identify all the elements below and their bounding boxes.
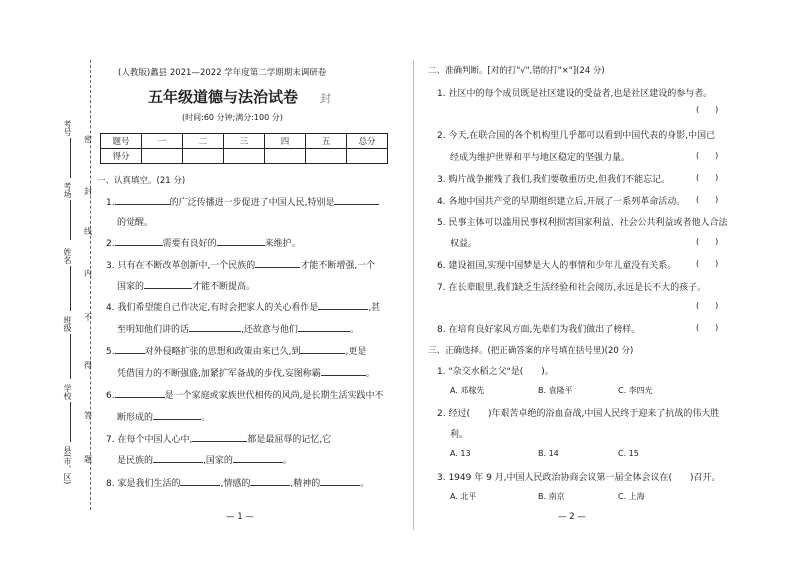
blank[interactable] [144, 279, 192, 289]
stamp-mark: 封 [320, 92, 331, 105]
judge-2-cont: 经成为维护世界和平与地区稳定的坚强力量。 [450, 153, 631, 163]
seal-char-7: 答 [84, 411, 92, 420]
judge-8: 8. 在培育良好家风方面,先辈们为我们做出了榜样。 [437, 325, 641, 335]
blank[interactable] [115, 388, 165, 398]
q4-text-2: ,甚 [368, 303, 381, 313]
score-value-row [101, 149, 388, 164]
q7-text: 7. 在每个中国人心中, [106, 435, 193, 445]
score-row-label: 得分 [101, 149, 142, 164]
q8-text-4: 。 [360, 479, 370, 489]
score-cell[interactable] [306, 149, 347, 164]
kaochang-label: 考场 [63, 182, 72, 198]
blank[interactable] [321, 366, 366, 376]
xingming-line [70, 266, 71, 311]
blank[interactable] [318, 300, 368, 310]
judge-7-answer[interactable]: ( ) [696, 301, 719, 310]
score-header-cell: 五 [306, 134, 347, 149]
score-cell[interactable] [265, 149, 306, 164]
q4-text: 4. 我们希望能自己作决定,有时会把家人的关心看作是 [106, 303, 319, 313]
blank[interactable] [217, 236, 265, 246]
q3-text: 3. 只有在不断改革创新中,一个民族的 [106, 261, 256, 271]
blank[interactable] [192, 432, 247, 442]
blank[interactable] [255, 258, 300, 268]
blank[interactable] [320, 476, 360, 486]
xuexiao-label: 学校 [63, 384, 72, 400]
score-header-row [101, 134, 388, 149]
q6-text-3: 。 [201, 413, 211, 423]
seal-char-2: 封 [84, 187, 92, 196]
judge-7: 7. 在长辈眼里,我们缺乏生活经验和社会阅历,永远是长不大的孩子。 [437, 283, 707, 293]
question-4 [106, 300, 380, 313]
question-3 [106, 258, 375, 271]
banji-line [70, 334, 71, 379]
question-5 [106, 344, 366, 357]
score-header-cell: 四 [265, 134, 306, 149]
blank[interactable] [250, 476, 290, 486]
q5-text-3: 凭借国力的不断强盛,加紧扩军备战的步伐,妄图称霸 [117, 369, 321, 379]
q1-num: 1. [106, 198, 115, 208]
q1-text: 的广泛传播进一步促进了中国人民,特别是 [169, 198, 335, 208]
judge-1-answer[interactable]: ( ) [696, 105, 719, 114]
section3-heading: 三、正确选择。(把正确答案的序号填在括号里)(20 分) [428, 346, 634, 356]
question-1 [106, 195, 379, 208]
xuexiao-line [70, 402, 71, 442]
q5-text: 对外侵略扩张的思想和政策由来已久,到 [144, 347, 301, 357]
choice-1-option-c[interactable]: C. 李四光 [618, 386, 653, 395]
question-6 [106, 388, 383, 401]
seal-char-3: 线 [84, 227, 92, 236]
choice-1-option-b[interactable]: B. 袁隆平 [538, 386, 573, 395]
q6-cont [117, 410, 210, 423]
q7-text-3: 是民族的 [117, 456, 154, 466]
seal-char-4: 内 [84, 269, 92, 278]
score-cell[interactable] [142, 149, 183, 164]
q6-num: 6. [106, 391, 115, 401]
q6-text: 是一个家庭或家族世代相传的风尚,是长期生活实践中不 [164, 391, 384, 401]
question-7 [106, 432, 331, 445]
blank[interactable] [153, 453, 203, 463]
q4-text-3: 至明知他们讲的话 [117, 325, 190, 335]
blank[interactable] [115, 195, 170, 205]
judge-5-answer[interactable]: ( ) [696, 237, 719, 246]
score-header-cell: 二 [183, 134, 224, 149]
q8-text: 8. 家是我们生活的 [106, 479, 181, 489]
blank[interactable] [115, 236, 163, 246]
blank[interactable] [233, 453, 283, 463]
q2-num: 2. [106, 239, 115, 249]
blank[interactable] [115, 344, 145, 354]
choice-3-option-c[interactable]: C. 上海 [618, 492, 645, 501]
blank[interactable] [334, 195, 379, 205]
q2-text: 需要有良好的 [162, 239, 217, 249]
banji-label: 班级 [63, 316, 72, 332]
judge-5: 5. 民事主体可以滥用民事权利损害国家利益、社会公共利益或者他人合法 [437, 218, 728, 228]
kaohao-label: 考号 [63, 120, 72, 136]
judge-6-answer[interactable]: ( ) [696, 259, 719, 268]
judge-4-answer[interactable]: ( ) [696, 195, 719, 204]
q3-text-4: 才能不断提高。 [192, 282, 256, 292]
choice-3-option-b[interactable]: B. 南京 [538, 492, 565, 501]
q7-text-4: ,国家的 [203, 456, 233, 466]
blank[interactable] [298, 322, 350, 332]
score-table [100, 133, 388, 164]
kaochang-line [70, 200, 71, 240]
seal-line [90, 60, 91, 510]
q5-cont [117, 366, 375, 379]
judge-8-answer[interactable]: ( ) [696, 323, 719, 332]
q7-text-5: 。 [282, 456, 292, 466]
q2-text-end: 来维护。 [264, 239, 301, 249]
judge-5-cont: 权益。 [450, 239, 478, 249]
q3-text-3: 国家的 [117, 282, 145, 292]
q4-text-4: ,还故意与他们 [241, 325, 298, 335]
choice-1: 1. "杂交水稻之父"是( )。 [437, 367, 554, 377]
score-cell[interactable] [183, 149, 224, 164]
judge-1: 1. 社区中的每个成员既是社区建设的受益者,也是社区建设的参与者。 [437, 89, 713, 99]
choice-3: 3. 1949 年 9 月,中国人民政治协商会议第一届全体会议在( )召开。 [437, 473, 721, 483]
q5-num: 5. [106, 347, 115, 357]
xingming-label: 姓名 [63, 248, 72, 264]
question-2 [106, 236, 301, 249]
score-header-cell: 三 [224, 134, 265, 149]
kaohao-line [70, 138, 71, 178]
q6-text-2: 断形成的 [117, 413, 154, 423]
q4-text-5: 。 [349, 325, 359, 335]
section1-heading: 一、认真填空。(21 分) [97, 176, 186, 186]
q8-text-3: ,精神的 [290, 479, 321, 489]
exam-subtitle: (人教版)蠡县 2021—2022 学年度第二学期期末调研卷 [118, 68, 327, 78]
q4-cont [117, 322, 359, 335]
page-number-1: — 1 — [226, 512, 254, 522]
judge-6: 6. 建设祖国,实现中国梦是大人的事情和少年儿童没有关系。 [437, 261, 677, 271]
q7-cont [117, 453, 292, 466]
section2-heading: 二、准确判断。[对的打"√",错的打"×"](24 分) [428, 66, 605, 76]
choice-2-cont: 利。 [450, 430, 469, 440]
seal-char-1: 密 [84, 135, 92, 144]
choice-2-option-b[interactable]: B. 14 [538, 449, 559, 458]
exam-title: 五年级道德与法治试卷 [148, 88, 299, 106]
choice-1-option-a[interactable]: A. 邓稼先 [450, 386, 485, 395]
blank[interactable] [300, 344, 345, 354]
q5-text-2: ,更是 [345, 347, 367, 357]
score-header-cell: 总分 [347, 134, 388, 149]
choice-3-option-a[interactable]: A. 北平 [450, 492, 477, 501]
blank[interactable] [153, 410, 201, 420]
score-cell[interactable] [224, 149, 265, 164]
xian-label: 县(市、区) [63, 446, 72, 485]
q3-text-2: 才能不断增强,一个 [300, 261, 376, 271]
score-header-cell: 题号 [101, 134, 142, 149]
q7-text-2: 都是最屈辱的记忆,它 [247, 435, 332, 445]
judge-3: 3. 购片战争摧残了我们,我们要敬重历史,但我们不能忘记。 [437, 175, 671, 185]
seal-char-5: 不 [84, 313, 92, 322]
page-number-2: — 2 — [558, 512, 586, 522]
q1-cont: 的觉醒。 [117, 218, 154, 228]
choice-2-option-c[interactable]: C. 15 [618, 449, 639, 458]
blank[interactable] [189, 322, 241, 332]
seal-char-6: 得 [84, 361, 92, 370]
choice-2: 2. 经过( )年艰苦卓绝的浴血奋战,中国人民终于迎来了抗战的伟大胜 [437, 409, 720, 419]
judge-2-answer[interactable]: ( ) [696, 151, 719, 160]
exam-time: (时间:60 分钟;满分:100 分) [182, 113, 283, 122]
q3-cont [117, 279, 255, 292]
judge-4: 4. 各地中国共产党的早期组织建立后,开展了一系列革命活动。 [437, 197, 686, 207]
blank[interactable] [180, 476, 220, 486]
choice-2-option-a[interactable]: A. 13 [450, 449, 471, 458]
judge-2: 2. 今天,在联合国的各个机构里几乎都可以看到中国代表的身影,中国已 [437, 131, 716, 141]
q5-text-4: 。 [365, 369, 375, 379]
q8-text-2: ,情感的 [220, 479, 251, 489]
seal-char-8: 题 [84, 455, 92, 464]
judge-3-answer[interactable]: ( ) [696, 173, 719, 182]
question-8 [106, 476, 369, 489]
score-header-cell: 一 [142, 134, 183, 149]
page-divider [413, 60, 414, 530]
score-cell[interactable] [347, 149, 388, 164]
